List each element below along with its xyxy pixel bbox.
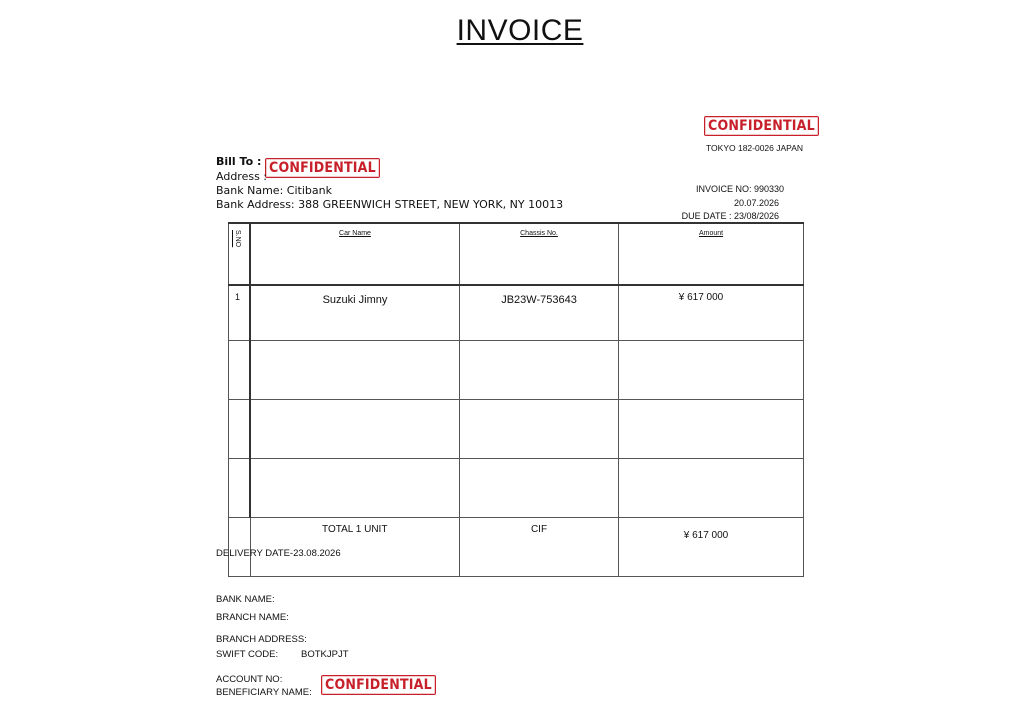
row-amount: ¥ 617 000	[678, 292, 724, 303]
header-sno	[229, 223, 251, 285]
row-chassis-no: JB23W-753643	[501, 294, 577, 306]
row-sno: 1	[229, 285, 251, 341]
table-row	[229, 285, 804, 341]
beneficiary-confidential-stamp: CONFIDENTIAL	[321, 675, 436, 695]
empty-row	[229, 459, 804, 518]
empty-row	[229, 341, 804, 400]
bank-name: Bank Name: Citibank	[216, 184, 332, 197]
row-car-name: Suzuki Jimny	[322, 294, 388, 306]
header-chassis-no-label: Chassis No.	[520, 230, 558, 237]
header-car-name	[250, 223, 460, 285]
total-label-cell	[250, 518, 460, 577]
total-row	[229, 518, 804, 577]
header-chassis-no	[460, 223, 619, 285]
total-terms: CIF	[530, 524, 548, 535]
address-label: Address :	[216, 170, 268, 183]
invoice-date: 20.07.2026	[733, 198, 779, 208]
total-amount: ¥ 617 000	[683, 530, 729, 541]
header-sno-label: S.NO	[234, 230, 241, 248]
bank-details-branch-address: BRANCH ADDRESS:	[216, 634, 307, 645]
header-car-name-label: Car Name	[339, 230, 371, 237]
account-no-label: ACCOUNT NO:	[216, 674, 283, 685]
delivery-date: DELIVERY DATE-23.08.2026	[216, 548, 341, 559]
invoice-title: INVOICE	[456, 14, 584, 47]
row-chassis-cell	[460, 285, 619, 341]
beneficiary-name-label: BENEFICIARY NAME:	[216, 687, 312, 698]
total-terms-cell	[460, 518, 619, 577]
invoice-number: INVOICE NO: 990330	[695, 184, 784, 194]
table-header-row	[229, 223, 804, 285]
seller-confidential-stamp: CONFIDENTIAL	[704, 116, 819, 136]
row-amount-cell	[619, 285, 804, 341]
seller-address: TOKYO 182-0026 JAPAN	[706, 143, 804, 153]
invoice-items-table	[228, 222, 804, 577]
bill-to-confidential-stamp: CONFIDENTIAL	[265, 158, 380, 178]
empty-row	[229, 400, 804, 459]
swift-code-value: BOTKJPJT	[301, 649, 349, 660]
header-amount-label: Amount	[698, 230, 724, 237]
bill-to-label: Bill To :	[216, 155, 262, 168]
total-label: TOTAL 1 UNIT	[322, 524, 388, 535]
bank-details-branch-name: BRANCH NAME:	[216, 612, 289, 623]
header-amount	[619, 223, 804, 285]
swift-code-label: SWIFT CODE:	[216, 649, 279, 660]
due-date: DUE DATE : 23/08/2026	[681, 211, 779, 221]
bank-address: Bank Address: 388 GREENWICH STREET, NEW YORK, NY 10013	[216, 198, 564, 211]
bank-details-bank-name: BANK NAME:	[216, 594, 275, 605]
total-amount-cell	[619, 518, 804, 577]
row-car-name-cell	[250, 285, 460, 341]
